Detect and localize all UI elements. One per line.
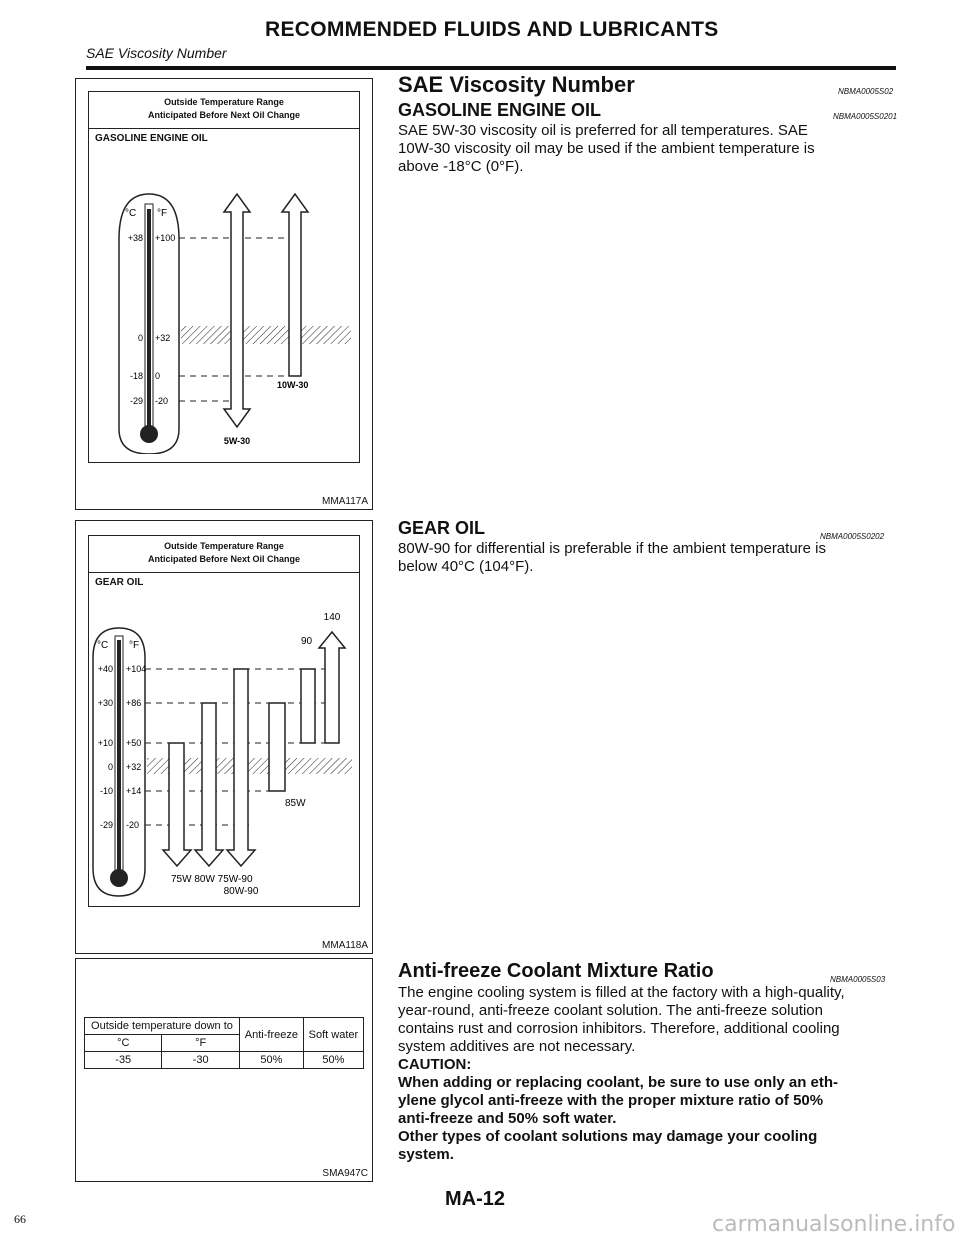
tick-f-label: +32 [155, 333, 171, 343]
label-140: 140 [323, 612, 341, 623]
tick-f-label: -20 [155, 396, 169, 406]
tick-f-label: +14 [126, 786, 142, 796]
tick-f-label: -20 [126, 820, 140, 830]
tick-c-label: -10 [99, 786, 113, 796]
paragraph-coolant: The engine cooling system is filled at the factory with a high-quality, year-round, anti-freeze coolant solution. The anti-freeze solution contains rust and corrosion inhibitors. Therefore, additional cooling system additives are not necessary. CAUTION: When adding or replacing coolant, be sure to use only an eth- ylene glycol anti-freeze with the proper mixture ratio of 50% anti-freeze and 50% soft water. Other types of coolant solutions may damage your cooling system. [398, 984, 898, 1164]
viscosity-chart-gasoline [89, 154, 359, 454]
header-antifreeze: Anti-freeze [239, 1018, 303, 1052]
tick-c-label: +10 [97, 738, 113, 748]
figure-gasoline-oil [75, 78, 373, 510]
label-75w-80w-75w90: 75W 80W 75W-90 [171, 874, 253, 885]
heading-sae-viscosity: SAE Viscosity Number [398, 72, 635, 97]
tick-c-label: +38 [127, 233, 143, 243]
label-10w30: 10W-30 [277, 380, 309, 390]
viscosity-chart-gear [89, 598, 359, 898]
ref-code: NBMA0005S03 [830, 975, 886, 984]
paragraph-gasoline-oil: SAE 5W-30 viscosity oil is preferred for all temperatures. SAE 10W-30 viscosity oil may be used if the ambient temperature is above -18°C (0°F). [398, 122, 815, 175]
heading-gear-oil: GEAR OIL [398, 518, 486, 538]
unit-c-label: °C [97, 640, 109, 651]
label-80w90: 80W-90 [223, 886, 259, 897]
figure-code: MMA117A [322, 496, 368, 507]
figure-caption: Outside Temperature Range Anticipated Before Next Oil Change [147, 97, 301, 120]
tick-f-label: +104 [126, 664, 147, 674]
tick-c-label: 0 [137, 333, 143, 343]
section-header: SAE Viscosity Number [86, 45, 227, 61]
figure-caption: Outside Temperature Range Anticipated Before Next Oil Change [147, 541, 301, 564]
tick-c-label: +40 [97, 664, 113, 674]
cell-temp-f: -30 [162, 1052, 239, 1069]
header-unit-f: °F [162, 1035, 239, 1052]
ref-code: NBMA0005S0201 [833, 112, 898, 121]
tick-f-label: 0 [155, 371, 161, 381]
figure-code: SMA947C [322, 1168, 368, 1179]
ref-code: NBMA0005S02 [838, 87, 894, 96]
ref-code: NBMA0005S0202 [820, 532, 885, 541]
tick-c-label: -29 [99, 820, 113, 830]
coolant-ratio-table [84, 1017, 364, 1069]
watermark: carmanualsonline.info [712, 1212, 956, 1237]
tick-f-label: +32 [126, 762, 142, 772]
unit-f-label: °F [129, 640, 140, 651]
cell-soft-water: 50% [303, 1052, 363, 1069]
header-unit-c: °C [85, 1035, 162, 1052]
scan-page-number: 66 [14, 1212, 26, 1226]
unit-f-label: °F [157, 208, 168, 219]
tick-f-label: +100 [155, 233, 176, 243]
heading-coolant-ratio: Anti-freeze Coolant Mixture Ratio [398, 960, 714, 982]
figure-code: MMA118A [322, 940, 368, 951]
label-85w: 85W [285, 798, 306, 809]
figure-gear-frame [88, 535, 360, 907]
cell-antifreeze: 50% [239, 1052, 303, 1069]
cell-temp-c: -35 [85, 1052, 162, 1069]
page-number: MA-12 [445, 1188, 506, 1210]
figure-gasoline-frame [88, 91, 360, 463]
tick-c-label: 0 [107, 762, 113, 772]
tick-f-label: +86 [126, 698, 142, 708]
figure-subtitle: GEAR OIL [95, 577, 144, 588]
caution-label: CAUTION: [398, 1056, 472, 1073]
figure-coolant-table [75, 958, 373, 1182]
page-title: RECOMMENDED FLUIDS AND LUBRICANTS [265, 18, 719, 41]
tick-c-label: -18 [129, 371, 143, 381]
tick-f-label: +50 [126, 738, 142, 748]
figure-subtitle: GASOLINE ENGINE OIL [95, 133, 208, 144]
unit-c-label: °C [125, 208, 137, 219]
paragraph-gear-oil: 80W-90 for differential is preferable if the ambient temperature is below 40°C (104°F). [398, 540, 826, 575]
tick-c-label: -29 [129, 396, 143, 406]
label-90: 90 [301, 636, 313, 647]
header-soft-water: Soft water [303, 1018, 363, 1052]
heading-gasoline-oil: GASOLINE ENGINE OIL [398, 100, 602, 120]
label-5w30: 5W-30 [223, 436, 251, 446]
figure-gear-oil [75, 520, 373, 954]
tick-c-label: +30 [97, 698, 113, 708]
header-outside-temp: Outside temperature down to [85, 1018, 240, 1035]
header-rule [86, 66, 896, 70]
